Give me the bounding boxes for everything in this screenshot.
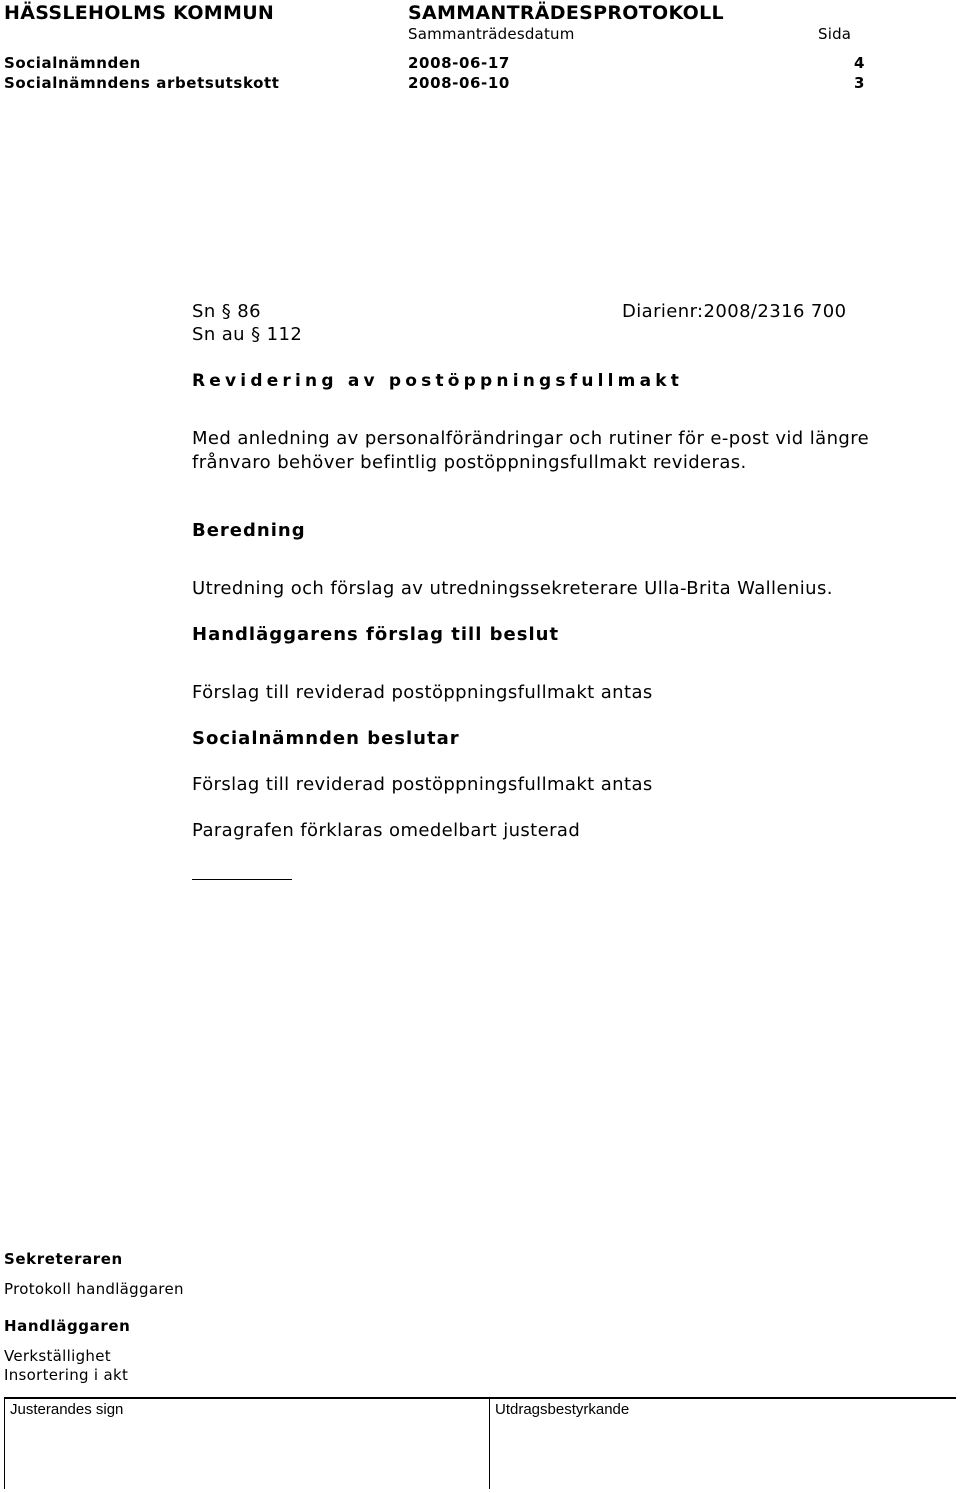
beredning-heading: Beredning: [192, 520, 306, 541]
committee-page-number: 4: [854, 54, 866, 72]
proposal-heading: Handläggarens förslag till beslut: [192, 624, 560, 645]
signature-box-divider: [489, 1397, 490, 1489]
intro-line-1: Med anledning av personalförändringar och rutiner för e-post vid längre: [192, 428, 870, 449]
working-committee-paragraph-reference: Sn au § 112: [192, 324, 303, 345]
municipality-name: HÄSSLEHOLMS KOMMUN: [4, 2, 275, 24]
document-type: SAMMANTRÄDESPROTOKOLL: [408, 2, 724, 24]
protocol-handler-label: Protokoll handläggaren: [4, 1280, 184, 1298]
extract-certification-label: Utdragsbestyrkande: [495, 1401, 630, 1418]
meeting-date-label: Sammanträdesdatum: [408, 25, 575, 43]
case-officer-label: Handläggaren: [4, 1317, 131, 1335]
decision-text: Förslag till reviderad postöppningsfullmakt antas: [192, 774, 653, 795]
diary-number: Diarienr:2008/2316 700: [622, 301, 847, 322]
proposal-text: Förslag till reviderad postöppningsfullmakt antas: [192, 682, 653, 703]
committee-name: Socialnämnden: [4, 54, 141, 72]
page-label: Sida: [818, 25, 852, 43]
committee-meeting-date: 2008-06-17: [408, 54, 510, 72]
working-committee-meeting-date: 2008-06-10: [408, 74, 510, 92]
case-title: Revidering av postöppningsfullmakt: [192, 371, 684, 391]
decision-heading: Socialnämnden beslutar: [192, 728, 460, 749]
adjuster-signature-label: Justerandes sign: [10, 1401, 124, 1418]
signature-underline: [192, 879, 292, 880]
filing-label: Insortering i akt: [4, 1366, 129, 1384]
intro-line-2: frånvaro behöver befintlig postöppningsfullmakt revideras.: [192, 452, 747, 473]
working-committee-page-number: 3: [854, 74, 866, 92]
secretary-label: Sekreteraren: [4, 1250, 123, 1268]
paragraph-reference: Sn § 86: [192, 301, 261, 322]
beredning-text: Utredning och förslag av utredningssekreterare Ulla-Brita Wallenius.: [192, 578, 833, 599]
enforcement-label: Verkställighet: [4, 1347, 111, 1365]
justification-text: Paragrafen förklaras omedelbart justerad: [192, 820, 581, 841]
working-committee-name: Socialnämndens arbetsutskott: [4, 74, 280, 92]
signature-box: [4, 1397, 956, 1489]
